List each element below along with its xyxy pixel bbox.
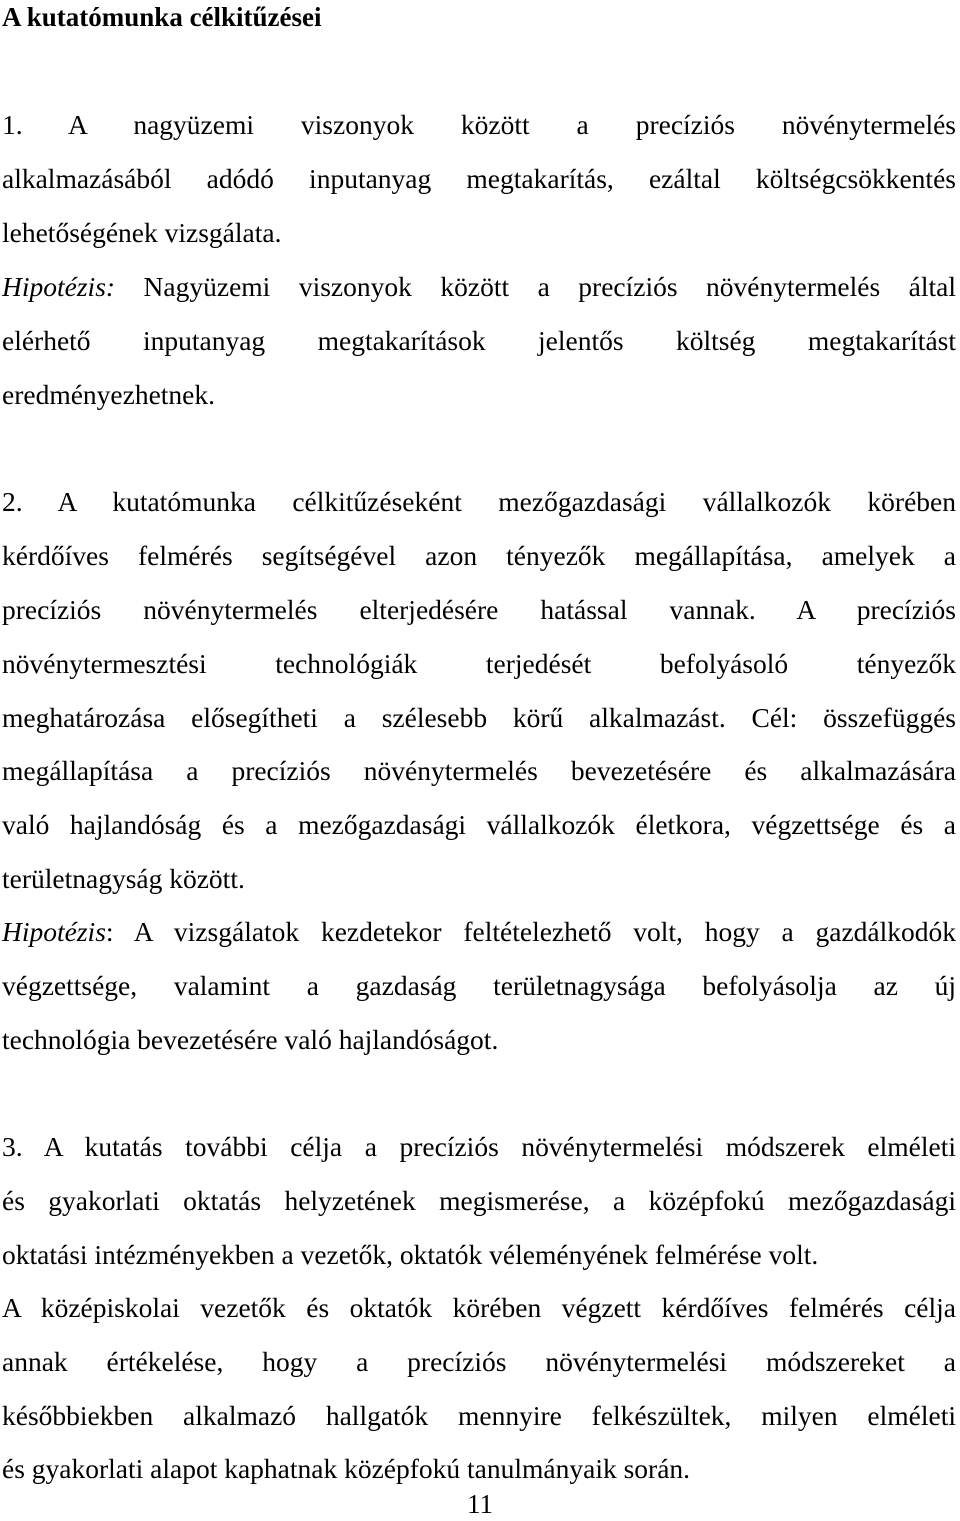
paragraph-line: annak értékelése, hogy a precíziós növénytermelési módszereket a [2,1346,956,1377]
paragraph-line: növénytermesztési technológiák terjedését befolyásoló tényezők [2,648,956,679]
hypothesis-text: : A vizsgálatok kezdetekor feltételezhető volt, hogy a gazdálkodók [105,916,956,947]
paragraph-line: későbbiekben alkalmazó hallgatók mennyire felkészültek, milyen elméleti [2,1400,956,1431]
paragraph-line: alkalmazásából adódó inputanyag megtakarítás, ezáltal költségcsökkentés [2,163,956,194]
paragraph-line: technológia bevezetésére való hajlandóságot. [2,1024,499,1055]
hypothesis-label: Hipotézis [2,916,106,947]
paragraph-line: és gyakorlati alapot kaphatnak középfokú tanulmányaik során. [2,1453,691,1484]
paragraph-line: való hajlandóság és a mezőgazdasági vállalkozók életkora, végzettsége és a [2,809,956,840]
paragraph-line: területnagyság között. [2,863,245,894]
hypothesis-label: Hipotézis: [2,271,116,302]
paragraph-line: A középiskolai vezetők és oktatók körében végzett kérdőíves felmérés célja [2,1292,956,1323]
hypothesis-line [2,270,956,304]
paragraph-line: és gyakorlati oktatás helyzetének megismerése, a középfokú mezőgazdasági [2,1185,956,1216]
paragraph-line: 2. A kutatómunka célkitűzéseként mezőgazdasági vállalkozók körében [2,486,956,517]
paragraph-line: precíziós növénytermelés elterjedésére hatással vannak. A precíziós [2,594,956,625]
paragraph-line: lehetőségének vizsgálata. [2,217,282,248]
page-number: 11 [467,1489,493,1519]
paragraph-line: 1. A nagyüzemi viszonyok között a precíziós növénytermelés [2,109,956,140]
paragraph-line: elérhető inputanyag megtakarítások jelentős költség megtakarítást [2,325,956,356]
paragraph-line: meghatározása elősegítheti a szélesebb körű alkalmazást. Cél: összefüggés [2,702,956,733]
paragraph-line: végzettsége, valamint a gazdaság területnagysága befolyásolja az új [2,970,956,1001]
page-heading: A kutatómunka célkitűzései [2,2,322,32]
paragraph-line: oktatási intézményekben a vezetők, oktatók véleményének felmérése volt. [2,1239,819,1270]
hypothesis-text: Nagyüzemi viszonyok között a precíziós növénytermelés által [115,271,956,302]
paragraph-line: kérdőíves felmérés segítségével azon tényezők megállapítása, amelyek a [2,540,956,571]
paragraph-line: 3. A kutatás további célja a precíziós növénytermelési módszerek elméleti [2,1131,956,1162]
hypothesis-line [2,915,956,949]
paragraph-line: eredményezhetnek. [2,379,216,410]
paragraph-line: megállapítása a precíziós növénytermelés bevezetésére és alkalmazására [2,755,956,786]
